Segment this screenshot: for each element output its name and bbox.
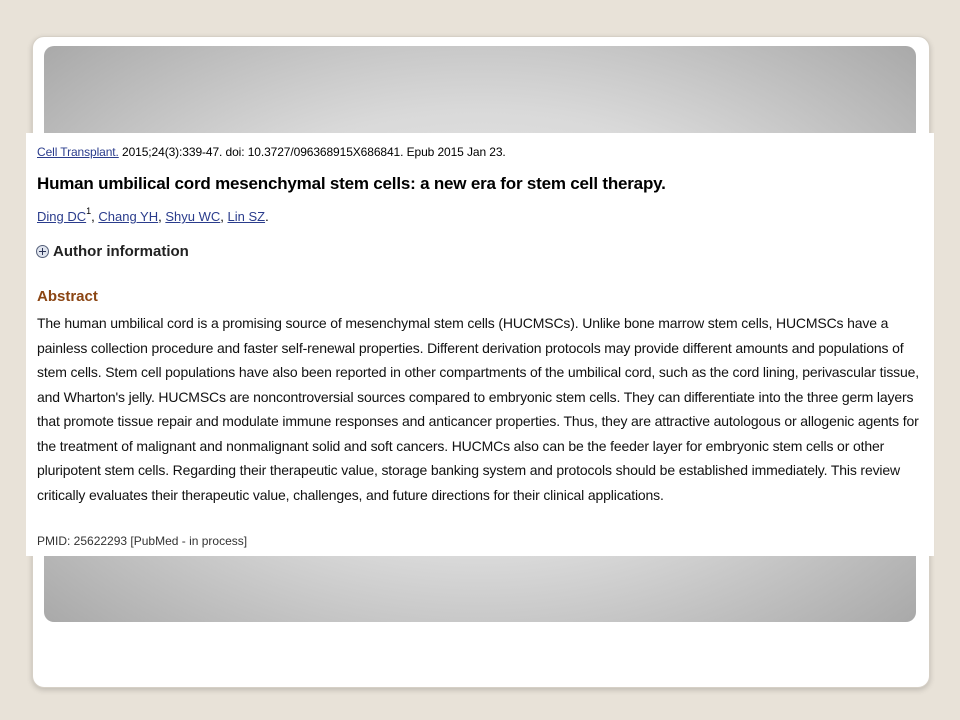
author-information-toggle[interactable] xyxy=(36,243,189,260)
author-separator: , xyxy=(91,209,99,224)
author-affiliation-sup: 1 xyxy=(86,206,92,216)
pmid-line: PMID: 25622293 [PubMed - in process] xyxy=(37,534,248,548)
abstract-text: The human umbilical cord is a promising source of mesenchymal stem cells (HUCMSCs). Unlike bone marrow stem cells, HUCMSCs have a painless collection procedure and faster self-renewal properties. Different derivation protocols may provide different amounts and populations of stem cells. Stem cell populations have also been reported in other compartments of the umbilical cord, such as the cord lining, perivascular tissue, and Wharton's jelly. HUCMSCs are noncontroversial sources compared to embryonic stem cells. They can differentiate into the three germ layers that promote tissue repair and modulate immune responses and anticancer properties. Thus, they are attractive autologous or allogenic agents for the treatment of malignant and nonmalignant solid and soft cancers. HUCMCs also can be the feeder layer for embryonic stem cells or other pluripotent stem cells. Regarding their therapeutic value, storage banking system and protocols should be established immediately. This review critically evaluates their therapeutic value, challenges, and future directions for their clinical applications. xyxy=(37,315,920,503)
plus-icon[interactable] xyxy=(36,245,49,258)
author-separator: , xyxy=(158,209,166,224)
author-link-ding[interactable]: Ding DC xyxy=(37,209,87,224)
author-list xyxy=(37,206,269,224)
author-link-shyu[interactable]: Shyu WC xyxy=(165,209,221,224)
author-link-chang[interactable]: Chang YH xyxy=(98,209,159,224)
abstract-heading: Abstract xyxy=(37,288,98,305)
citation-line xyxy=(37,145,506,159)
article-title: Human umbilical cord mesenchymal stem cells: a new era for stem cell therapy. xyxy=(37,174,666,193)
author-separator: , xyxy=(220,209,228,224)
author-information-label: Author information xyxy=(53,243,189,260)
author-link-lin[interactable]: Lin SZ xyxy=(227,209,266,224)
author-list-end: . xyxy=(265,209,269,224)
journal-link[interactable]: Cell Transplant. xyxy=(37,145,119,159)
pubmed-abstract-screenshot xyxy=(26,133,934,556)
citation-details: 2015;24(3):339-47. doi: 10.3727/096368915X686841. Epub 2015 Jan 23. xyxy=(118,145,506,159)
